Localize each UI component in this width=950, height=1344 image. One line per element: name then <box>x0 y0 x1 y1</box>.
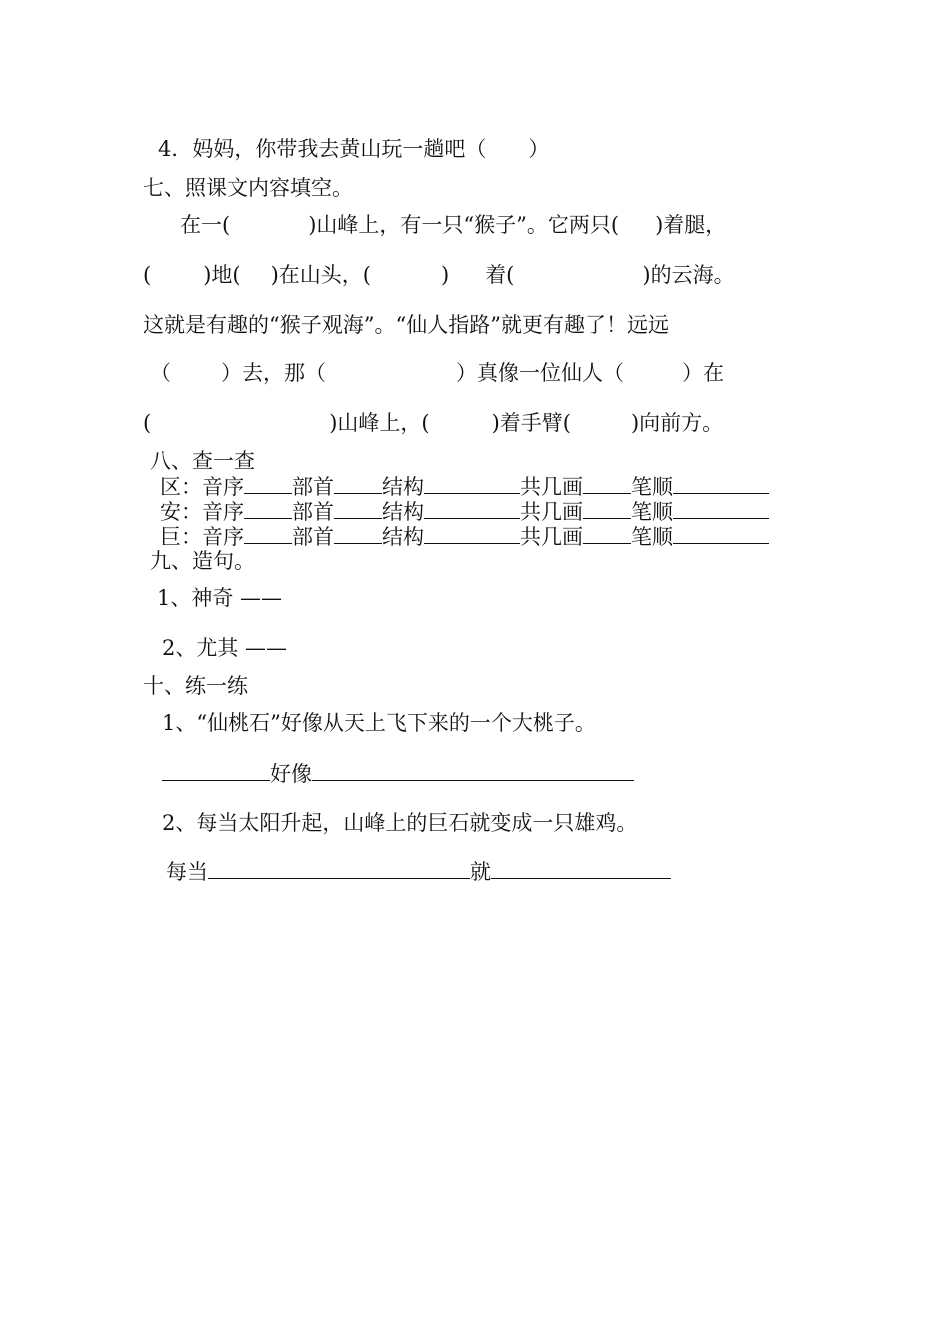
text: )山峰上，有一只“猴子”。它两只( <box>308 213 620 237</box>
label-strokes: 共几画 <box>520 475 583 499</box>
text: )地( <box>203 263 241 287</box>
label-order: 音序 <box>202 500 244 524</box>
blank[interactable] <box>583 523 631 544</box>
keyword: 就 <box>470 860 491 884</box>
text: )向前方。 <box>630 411 724 435</box>
label-structure: 结构 <box>382 475 424 499</box>
blank[interactable] <box>673 498 769 519</box>
label-stroke-order: 笔顺 <box>631 475 673 499</box>
label-stroke-order: 笔顺 <box>631 525 673 549</box>
section-7-line-2 <box>143 262 735 288</box>
label-radical: 部首 <box>292 475 334 499</box>
text: )的云海。 <box>642 263 735 287</box>
blank[interactable] <box>244 498 292 519</box>
text: 在一( <box>180 213 231 237</box>
section-7-line-3: 这就是有趣的“猴子观海”。“仙人指路”就更有趣了！远远 <box>143 313 669 337</box>
blank[interactable] <box>334 523 382 544</box>
lookup-row <box>160 523 769 550</box>
text: ）在 <box>682 361 724 385</box>
answer-blank[interactable] <box>162 760 270 781</box>
lookup-row <box>160 473 769 500</box>
text: ( <box>143 411 152 435</box>
label-stroke-order: 笔顺 <box>631 500 673 524</box>
text: ）真像一位仙人（ <box>456 361 624 385</box>
text: （ <box>150 361 171 385</box>
blank[interactable] <box>244 523 292 544</box>
label-order: 音序 <box>202 525 244 549</box>
char-label: 巨： <box>160 525 202 549</box>
blank[interactable] <box>583 498 631 519</box>
label-radical: 部首 <box>292 500 334 524</box>
section-7-line-4 <box>150 360 724 386</box>
text: ) <box>440 263 450 287</box>
section-7-heading: 七、照课文内容填空。 <box>143 176 353 200</box>
section-10-heading: 十、练一练 <box>143 674 248 698</box>
section-9-heading: 九、造句。 <box>150 549 255 573</box>
label-structure: 结构 <box>382 500 424 524</box>
section-8-heading: 八、查一查 <box>150 449 255 473</box>
answer-blank[interactable] <box>312 760 634 781</box>
label-radical: 部首 <box>292 525 334 549</box>
exercise-1-answer <box>162 760 634 787</box>
char-label: 区： <box>160 475 202 499</box>
blank[interactable] <box>583 473 631 494</box>
lookup-row <box>160 498 769 525</box>
label-order: 音序 <box>202 475 244 499</box>
sentence-item-1: 1、神奇 —— <box>157 586 283 610</box>
label-structure: 结构 <box>382 525 424 549</box>
blank[interactable] <box>424 523 520 544</box>
blank[interactable] <box>334 473 382 494</box>
exercise-2-answer <box>166 858 671 885</box>
answer-blank[interactable] <box>491 858 671 879</box>
question-4: 4．妈妈，你带我去黄山玩一趟吧（ ） <box>158 137 550 161</box>
keyword: 好像 <box>270 762 312 786</box>
label-strokes: 共几画 <box>520 525 583 549</box>
sentence-item-2: 2、尤其 —— <box>162 636 288 660</box>
exercise-1: 1、“仙桃石”好像从天上飞下来的一个大桃子。 <box>162 711 596 735</box>
section-7-line-5 <box>143 410 723 436</box>
section-7-line-1 <box>180 212 726 238</box>
text: ）去，那（ <box>221 361 326 385</box>
blank[interactable] <box>424 473 520 494</box>
text: )在山头，( <box>270 263 371 287</box>
text: )着手臂( <box>491 411 571 435</box>
blank[interactable] <box>334 498 382 519</box>
blank[interactable] <box>673 523 769 544</box>
text: )着腿， <box>655 213 727 237</box>
blank[interactable] <box>244 473 292 494</box>
text: 着( <box>485 263 515 287</box>
text: )山峰上，( <box>329 411 430 435</box>
keyword: 每当 <box>166 860 208 884</box>
text: ( <box>143 263 152 287</box>
blank[interactable] <box>673 473 769 494</box>
answer-blank[interactable] <box>208 858 470 879</box>
exercise-2: 2、每当太阳升起，山峰上的巨石就变成一只雄鸡。 <box>162 811 638 835</box>
label-strokes: 共几画 <box>520 500 583 524</box>
char-label: 安： <box>160 500 202 524</box>
blank[interactable] <box>424 498 520 519</box>
